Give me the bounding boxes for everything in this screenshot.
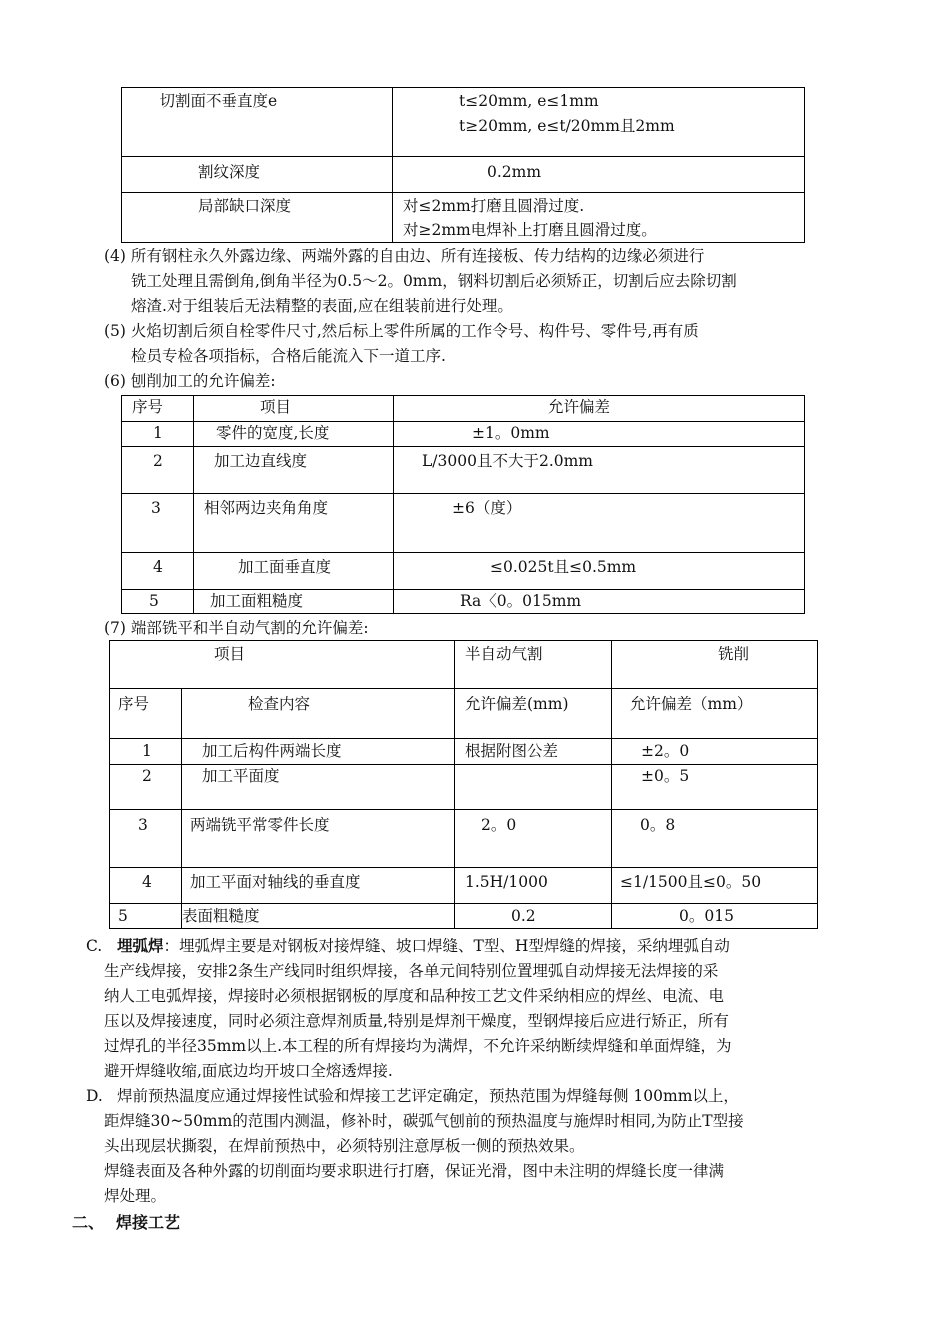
table-row xyxy=(122,447,805,494)
paragraph-line: 埋弧焊：埋弧焊主要是对钢板对接焊缝、坡口焊缝、T型、H型焊缝的焊接，采纳埋弧自动 xyxy=(117,937,730,955)
table-cell: 5 xyxy=(149,592,159,610)
table-header-cell: 序号 xyxy=(118,695,150,713)
table-cell: 1 xyxy=(153,424,163,442)
table-cell: t≤20mm, e≤1mm xyxy=(459,92,599,110)
table-cell: 加工平面对轴线的垂直度 xyxy=(190,873,361,891)
table-row xyxy=(122,590,805,614)
table-cell: ±0。5 xyxy=(641,767,690,785)
table-cell: ≤1/1500且≤0。50 xyxy=(620,873,762,891)
table-cell: 加工边直线度 xyxy=(214,452,308,470)
paragraph-heading: (6) 刨削加工的允许偏差: xyxy=(104,372,276,390)
section-title: 焊接工艺 xyxy=(116,1213,181,1232)
table-cell: 加工面粗糙度 xyxy=(210,592,304,610)
table-cell: 3 xyxy=(138,816,148,834)
table-row xyxy=(110,739,818,765)
table-row xyxy=(110,810,818,868)
table-header-cell: 允许偏差 xyxy=(548,398,611,416)
table-cell: t≥20mm, e≤t/20mm且2mm xyxy=(459,117,675,135)
table-cell: 切割面不垂直度e xyxy=(159,91,278,110)
table-cell: 0。015 xyxy=(679,907,734,925)
table-cell: 1.5H/1000 xyxy=(465,873,548,891)
table-row xyxy=(122,494,805,553)
table-cell: 对≤2mm打磨且圆滑过度. xyxy=(403,197,585,215)
table-row xyxy=(122,157,805,193)
milling-tolerance-table xyxy=(109,640,818,929)
paragraph-line: 生产线焊接，安排2条生产线同时组织焊接，各单元间特别位置埋弧自动焊接无法焊接的采 xyxy=(104,962,719,980)
table-cell: 0.2mm xyxy=(487,163,542,181)
table-header-row xyxy=(122,396,805,422)
table-cell: ±2。0 xyxy=(641,742,690,760)
table-row xyxy=(110,765,818,810)
table-row xyxy=(122,422,805,447)
section-number: 二、 xyxy=(72,1213,105,1232)
table-row xyxy=(110,904,818,929)
table-cell: 5 xyxy=(118,907,128,925)
section-keyword: 埋弧焊 xyxy=(117,937,164,955)
paragraph-heading: (7) 端部铣平和半自动气割的允许偏差: xyxy=(104,619,369,637)
paragraph-line: (5) 火焰切割后须自栓零件尺寸,然后标上零件所属的工作令号、构件号、零件号,再有质 xyxy=(104,322,699,340)
paragraph-line: 纳人工电弧焊接，焊接时必须根据钢板的厚度和品种按工艺文件采纳相应的焊丝、电流、电 xyxy=(104,987,725,1005)
table-cell: 加工平面度 xyxy=(202,767,280,785)
paragraph-line: 压以及焊接速度，同时必须注意焊剂质量,特别是焊剂干燥度，型钢焊接后应进行矫正，所有 xyxy=(104,1012,729,1030)
table-cell: 0。8 xyxy=(640,816,676,834)
table-row xyxy=(122,193,805,243)
cutting-tolerance-table xyxy=(121,87,805,243)
table-header-row xyxy=(110,689,818,739)
paragraph-line: 避开焊缝收缩,面底边均开坡口全熔透焊接. xyxy=(104,1062,393,1080)
planing-tolerance-table xyxy=(121,395,805,614)
table-cell: 2。0 xyxy=(481,816,517,834)
table-cell: 1 xyxy=(142,742,152,760)
table-cell: 表面粗糙度 xyxy=(182,907,260,925)
table-cell: 零件的宽度,长度 xyxy=(216,424,330,442)
table-header-cell: 项目 xyxy=(214,645,246,663)
paragraph-line: 焊缝表面及各种外露的切削面均要求职进行打磨，保证光滑，图中未注明的焊缝长度一律满 xyxy=(104,1162,725,1180)
table-cell: L/3000且不大于2.0mm xyxy=(422,452,594,470)
table-cell: 3 xyxy=(151,499,161,517)
table-row xyxy=(122,88,805,157)
table-cell: 相邻两边夹角角度 xyxy=(204,499,329,517)
paragraph-line: 铣工处理且需倒角,倒角半径为0.5～2。0mm，钢料切割后必须矫正，切割后应去除切割 xyxy=(131,272,737,290)
paragraph-line: 焊前预热温度应通过焊接性试验和焊接工艺评定确定，预热范围为焊缝每侧 100mm以上， xyxy=(117,1087,739,1105)
paragraph-line: (4) 所有钢柱永久外露边缘、两端外露的自由边、所有连接板、传力结构的边缘必须进行 xyxy=(104,247,705,265)
paragraph-line: 检员专检各项指标，合格后能流入下一道工序. xyxy=(131,347,446,365)
paragraph-marker: D. xyxy=(86,1087,103,1105)
table-cell: 根据附图公差 xyxy=(465,742,559,760)
paragraph-marker: C. xyxy=(86,937,103,955)
table-header-row xyxy=(110,641,818,689)
table-header-cell: 序号 xyxy=(132,398,164,416)
table-cell: ≤0.025t且≤0.5mm xyxy=(490,558,637,576)
section-heading xyxy=(72,1215,180,1231)
table-header-cell: 半自动气割 xyxy=(465,645,543,663)
table-cell: 局部缺口深度 xyxy=(198,197,292,215)
table-header-cell: 允许偏差（mm） xyxy=(630,695,753,713)
paragraph-line: 距焊缝30~50mm的范围内测温，修补时，碳弧气刨前的预热温度与施焊时相同,为防止T型接 xyxy=(104,1112,744,1130)
table-row xyxy=(122,553,805,590)
table-header-cell: 项目 xyxy=(260,398,292,416)
table-header-cell: 检查内容 xyxy=(248,695,311,713)
table-cell: 割纹深度 xyxy=(198,163,261,181)
paragraph-line: 熔渣.对于组装后无法精整的表面,应在组装前进行处理。 xyxy=(131,297,513,315)
table-cell: 0.2 xyxy=(511,907,536,925)
table-cell: Ra〈0。015mm xyxy=(460,592,582,610)
table-cell: 2 xyxy=(142,767,152,785)
table-cell: ±6（度） xyxy=(452,499,522,517)
table-cell: 4 xyxy=(153,558,163,576)
table-cell: 2 xyxy=(153,452,163,470)
table-cell: 对≥2mm电焊补上打磨且圆滑过度。 xyxy=(403,221,657,239)
table-header-cell: 允许偏差(mm) xyxy=(465,695,569,713)
paragraph-line: 焊处理。 xyxy=(104,1187,167,1205)
table-cell: 加工面垂直度 xyxy=(238,558,332,576)
table-cell: ±1。0mm xyxy=(472,424,550,442)
paragraph-line: 过焊孔的半径35mm以上.本工程的所有焊接均为满焊，不允许采纳断续焊缝和单面焊缝，为 xyxy=(104,1037,732,1055)
table-cell: 两端铣平常零件长度 xyxy=(190,816,330,834)
table-header-cell: 铣削 xyxy=(718,645,750,663)
table-cell: 4 xyxy=(142,873,152,891)
table-row xyxy=(110,868,818,904)
paragraph-line: 头出现层状撕裂，在焊前预热中，必须特别注意厚板一侧的预热效果。 xyxy=(104,1137,585,1155)
table-cell: 加工后构件两端长度 xyxy=(202,742,342,760)
